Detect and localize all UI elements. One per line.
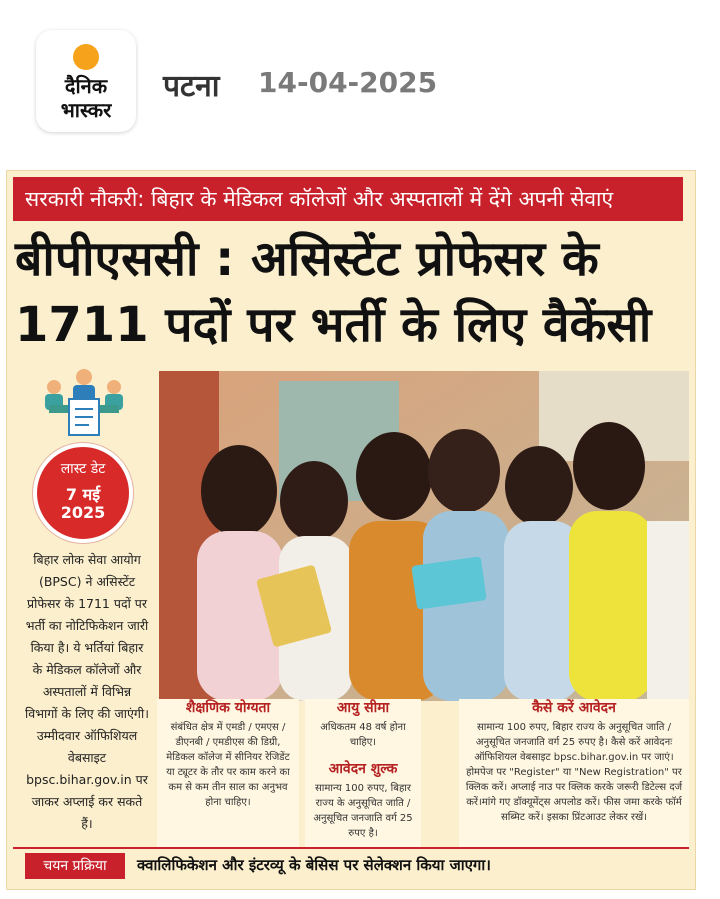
- how-to-apply-title: कैसे करें आवेदन: [532, 700, 616, 716]
- headline-line2: 1711 पदों पर भर्ती के लिए वैकेंसी: [15, 297, 652, 353]
- logo-sun-icon: [73, 44, 99, 70]
- edition-date: 14-04-2025: [258, 66, 438, 99]
- how-to-apply-box: [459, 699, 689, 849]
- kicker-bar: [13, 177, 683, 221]
- app-header: [0, 0, 720, 160]
- qualification-title: शैक्षणिक योग्यता: [185, 700, 271, 716]
- edition-city: पटना: [163, 69, 220, 104]
- age-limit-title: आयु सीमा: [336, 700, 390, 716]
- selection-text: क्वालिफिकेशन और इंटरव्यू के बेसिस पर सेलेक्शन किया जाएगा।: [137, 856, 491, 874]
- headline-line1: बीपीएससी : असिस्टेंट प्रोफेसर के: [15, 231, 599, 287]
- fee-text: सामान्य 100 रुपए, बिहार राज्य के अनुसूचित जाति / अनुसूचित जनजाति वर्ग 25 रुपए है।: [313, 783, 413, 839]
- selection-tag: चयन प्रक्रिया: [25, 853, 125, 879]
- intro-paragraph: बिहार लोक सेवा आयोग (BPSC) ने असिस्टेंट प्रोफेसर के 1711 पदों पर भर्ती का नोटिफिकेशन जारी किया है। ये भर्तियां बिहार के मेडिकल कॉलेजों और अस्पतालों में विभिन्न विभागों के लिए की जाएंगी। उम्मीदवार ऑफिशियल वेबसाइट bpsc.bihar.gov.in पर जाकर अप्लाई कर सकते हैं।: [25, 552, 149, 831]
- how-to-apply-text: सामान्य 100 रुपए, बिहार राज्य के अनुसूचित जाति / अनुसूचित जनजाति वर्ग 25 रुपए है। कैसे करें आवेदनः ऑफिशियल वेबसाइट bpsc.bihar.gov.in पर जाएं। होमपेज पर "Register" या "New Registration" पर क्लिक करें। अप्लाई नाउ पर क्लिक करके जरूरी डिटेल्स दर्ज करें।मांगे गए डॉक्यूमेंट्स अपलोड करें। फीस जमा करके फॉर्म सब्मिट करें। इसका प्रिंटआउट लेकर रखें।: [465, 722, 683, 823]
- last-date-year: 2025: [60, 503, 106, 522]
- fee-title: आवेदन शुल्क: [328, 761, 398, 777]
- people-meeting-icon: [39, 367, 129, 437]
- selection-process-bar: [13, 847, 689, 881]
- students-photo: [159, 371, 689, 701]
- age-fee-box: [305, 699, 421, 849]
- newspaper-logo[interactable]: [36, 30, 136, 132]
- logo-line1: दैनिक: [64, 74, 108, 98]
- qualification-box: [157, 699, 299, 849]
- qualification-text: संबंधित क्षेत्र में एमडी / एमएस / डीएनबी / एमडीएस की डिग्री, मेडिकल कॉलेज में सीनियर रेजिडेंट या ट्यूटर के तौर पर काम करने का कम से कम तीन साल का अनुभव होना चाहिए।: [166, 722, 290, 808]
- last-date-badge: [33, 443, 133, 543]
- last-date-day: 7 मई: [65, 485, 101, 504]
- age-limit-text: अधिकतम 48 वर्ष होना चाहिए।: [320, 722, 406, 748]
- kicker-text: सरकारी नौकरी: बिहार के मेडिकल कॉलेजों और अस्पतालों में देंगे अपनी सेवाएं: [25, 187, 614, 211]
- logo-line2: भास्कर: [60, 98, 112, 122]
- last-date-label: लास्ट डेट: [60, 461, 106, 477]
- news-clipping[interactable]: [6, 170, 696, 890]
